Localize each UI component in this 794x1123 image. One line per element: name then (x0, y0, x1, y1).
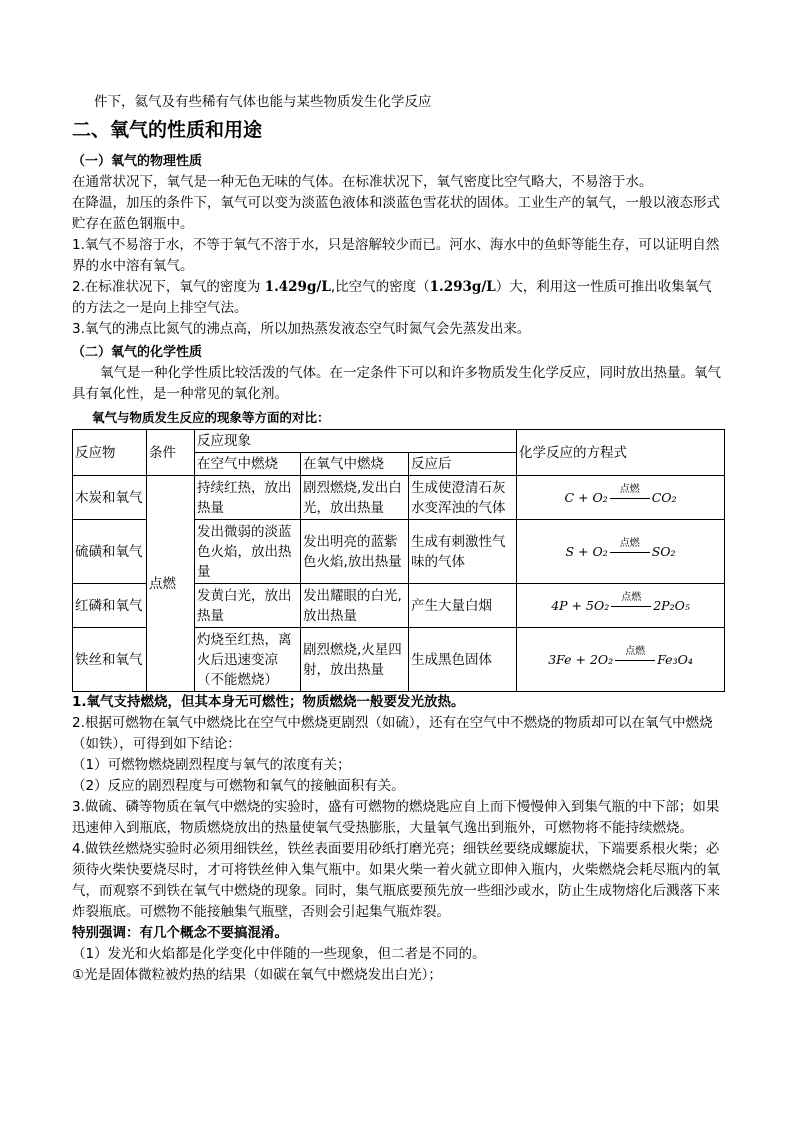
equation-rhs: 2P₂O₅ (653, 597, 690, 613)
in-oxygen-cell: 发出明亮的蓝紫色火焰,放出热量 (301, 520, 409, 584)
document-page (72, 92, 724, 986)
reaction-arrow (609, 592, 653, 613)
arrow-condition: 点燃 (625, 646, 646, 657)
table-header-row (73, 430, 725, 453)
reaction-arrow (613, 646, 657, 667)
header-equation: 化学反应的方程式 (517, 430, 725, 476)
in-oxygen-cell: 剧烈燃烧,发出白光，放出热量 (301, 476, 409, 520)
paragraph (72, 277, 724, 319)
reactant-cell: 铁丝和氧气 (73, 628, 147, 692)
equation-lhs: C + O₂ (564, 489, 608, 505)
equation-rhs: SO₂ (651, 543, 676, 559)
oxygen-density: 1.429g/L (264, 279, 331, 295)
air-density: 1.293g/L (429, 279, 496, 295)
reaction-comparison-table (72, 429, 725, 692)
reactant-cell: 红磷和氧气 (73, 584, 147, 628)
equation-cell (517, 584, 725, 628)
equation-rhs: CO₂ (651, 489, 677, 505)
header-in-air: 在空气中燃烧 (195, 453, 301, 476)
note-2a: （1）可燃物燃烧剧烈程度与氧气的浓度有关； (72, 757, 351, 773)
in-air-cell: 灼烧至红热，离火后迅速变凉（不能燃烧） (195, 628, 301, 692)
equation-lhs: 4P + 5O₂ (551, 597, 610, 613)
in-air-cell: 持续红热，放出热量 (195, 476, 301, 520)
text: 2.在标准状况下，氧气的密度为 (72, 279, 265, 295)
header-condition: 条件 (147, 430, 195, 476)
chemical-properties-heading: （二）氧气的化学性质 (72, 345, 203, 360)
reactant-cell: 硫磺和氧气 (73, 520, 147, 584)
note-3: 3.做硫、磷等物质在氧气中燃烧的实验时，盛有可燃物的燃烧匙应自上而下慢慢伸入到集气瓶的中下部；如果迅速伸入到瓶底，物质燃烧放出的热量使氧气受热膨胀，大量氧气逸出到瓶外，可燃物将不能持续燃烧。 (72, 799, 720, 836)
emphasis-1: （1）发光和火焰都是化学变化中伴随的一些现象，但二者是不同的。 (72, 946, 486, 962)
equation-rhs: Fe₃O₄ (657, 651, 693, 667)
after-cell: 生成黑色固体 (409, 628, 517, 692)
arrow-condition: 点燃 (619, 484, 640, 495)
emphasis-2: ①光是固体微粒被灼热的结果（如碳在氧气中燃烧发出白光）； (72, 967, 442, 983)
note-2b: （2）反应的剧烈程度与可燃物和氧气的接触面积有关。 (72, 778, 405, 794)
paragraph: 1.氧气不易溶于水，不等于氧气不溶于水，只是溶解较少而已。河水、海水中的鱼虾等能生存，可以证明自然界的水中溶有氧气。 (72, 237, 720, 274)
reaction-arrow (608, 538, 652, 559)
note-1: 1.氧气支持燃烧，但其本身无可燃性；物质燃烧一般要发光放热。 (72, 694, 465, 710)
arrow-condition: 点燃 (619, 538, 640, 549)
text: ）大，利用这一性质可推出收集氧气的方法之一是向上排空气法。 (72, 279, 712, 316)
section-title: 二、氧气的性质和用途 (72, 119, 263, 141)
arrow-line (610, 498, 650, 499)
after-cell: 生成有刺激性气味的气体 (409, 520, 517, 584)
reaction-arrow (608, 484, 652, 505)
after-cell: 生成使澄清石灰水变浑浊的气体 (409, 476, 517, 520)
arrow-line (611, 606, 651, 607)
paragraph: 氧气是一种化学性质比较活泼的气体。在一定条件下可以和许多物质发生化学反应，同时放出热量。氧气具有氧化性，是一种常见的氧化剂。 (72, 365, 721, 402)
arrow-condition: 点燃 (621, 592, 642, 603)
paragraph: 在通常状况下，氧气是一种无色无味的气体。在标准状况下，氧气密度比空气略大，不易溶于水。 (72, 174, 653, 190)
equation-lhs: S + O₂ (565, 543, 608, 559)
arrow-line (610, 552, 650, 553)
physical-properties-heading: （一）氧气的物理性质 (72, 154, 203, 169)
equation-lhs: 3Fe + 2O₂ (548, 651, 614, 667)
in-oxygen-cell: 剧烈燃烧,火星四射，放出热量 (301, 628, 409, 692)
note-2: 2.根据可燃物在氧气中燃烧比在空气中燃烧更剧烈（如硫），还有在空气中不燃烧的物质却可以在氧气中燃烧（如铁），可得到如下结论： (72, 715, 713, 752)
equation-cell (517, 476, 725, 520)
reactant-cell: 木炭和氧气 (73, 476, 147, 520)
header-in-oxygen: 在氧气中燃烧 (301, 453, 409, 476)
text: ,比空气的密度（ (330, 279, 430, 295)
equation-cell (517, 520, 725, 584)
in-air-cell: 发出微弱的淡蓝色火焰，放出热量 (195, 520, 301, 584)
note-4: 4.做铁丝燃烧实验时必须用细铁丝，铁丝表面要用砂纸打磨光亮；细铁丝要绕成螺旋状，下端要系根火柴；必须待火柴快要烧尽时，才可将铁丝伸入集气瓶中。如果火柴一着火就立即伸入瓶内，火柴燃烧会耗尽瓶内的氧气，而观察不到铁在氧气中燃烧的现象。同时，集气瓶底要预先放一些细沙或水，防止生成物熔化后溅落下来炸裂瓶底。可燃物不能接触集气瓶壁，否则会引起集气瓶炸裂。 (72, 841, 720, 920)
equation-cell (517, 628, 725, 692)
paragraph: 在降温，加压的条件下，氧气可以变为淡蓝色液体和淡蓝色雪花状的固体。工业生产的氧气，一般以液态形式贮存在蓝色钢瓶中。 (72, 195, 720, 232)
intro-tail-text: 件下，氦气及有些稀有气体也能与某些物质发生化学反应 (94, 94, 432, 110)
in-air-cell: 发黄白光，放出热量 (195, 584, 301, 628)
in-oxygen-cell: 发出耀眼的白光,放出热量 (301, 584, 409, 628)
paragraph: 3.氧气的沸点比氮气的沸点高，所以加热蒸发液态空气时氮气会先蒸发出来。 (72, 321, 531, 337)
table-row (73, 476, 725, 520)
header-phenomenon: 反应现象 (195, 430, 517, 453)
header-reactant: 反应物 (73, 430, 147, 476)
table-caption: 氧气与物质发生反应的现象等方面的对比： (92, 410, 330, 425)
header-after-reaction: 反应后 (409, 453, 517, 476)
after-cell: 产生大量白烟 (409, 584, 517, 628)
arrow-line (615, 660, 655, 661)
condition-cell: 点燃 (147, 476, 195, 692)
emphasis-heading: 特别强调：有几个概念不要搞混淆。 (72, 925, 288, 941)
